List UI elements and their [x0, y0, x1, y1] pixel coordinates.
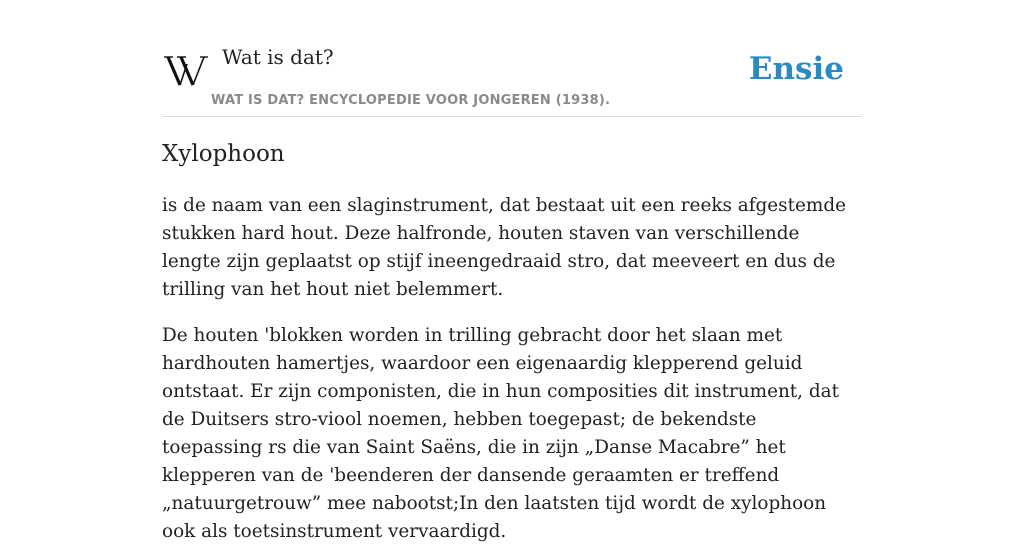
article-title: Xylophoon: [162, 141, 285, 167]
site-header: [162, 40, 862, 117]
article: [162, 138, 862, 546]
wikipedia-w-icon[interactable]: [162, 50, 210, 90]
site-title[interactable]: Wat is dat?: [222, 45, 334, 69]
article-paragraph: is de naam van een slaginstrument, dat bestaat uit een reeks afgestemde stukken hard hout. Deze halfronde, houten staven van verschillende lengte zijn geplaatst op stijf ineengedraaid stro, dat meeveert en dus de trilling van het hout niet belemmert.: [162, 195, 846, 300]
site-subtitle: WAT IS DAT? ENCYCLOPEDIE VOOR JONGEREN (1938).: [211, 93, 611, 108]
article-paragraph: De houten 'blokken worden in trilling gebracht door het slaan met hardhouten hamertjes, waardoor een eigenaardig klepperend geluid ontstaat. Er zijn componisten, die in hun composities dit instrument, dat de Duitsers stro-viool noemen, hebben toegepast; de bekendste toepassing rs die van Saint Saëns, die in zijn „Danse Macabre” het klepperen van de 'beenderen der dansende geraamten er treffend „natuurgetrouw” mee nabootst;In den laatsten tijd wordt de xylophoon ook als toetsinstrument vervaardigd.: [162, 325, 840, 542]
brand-logo[interactable]: Ensie: [748, 51, 844, 87]
